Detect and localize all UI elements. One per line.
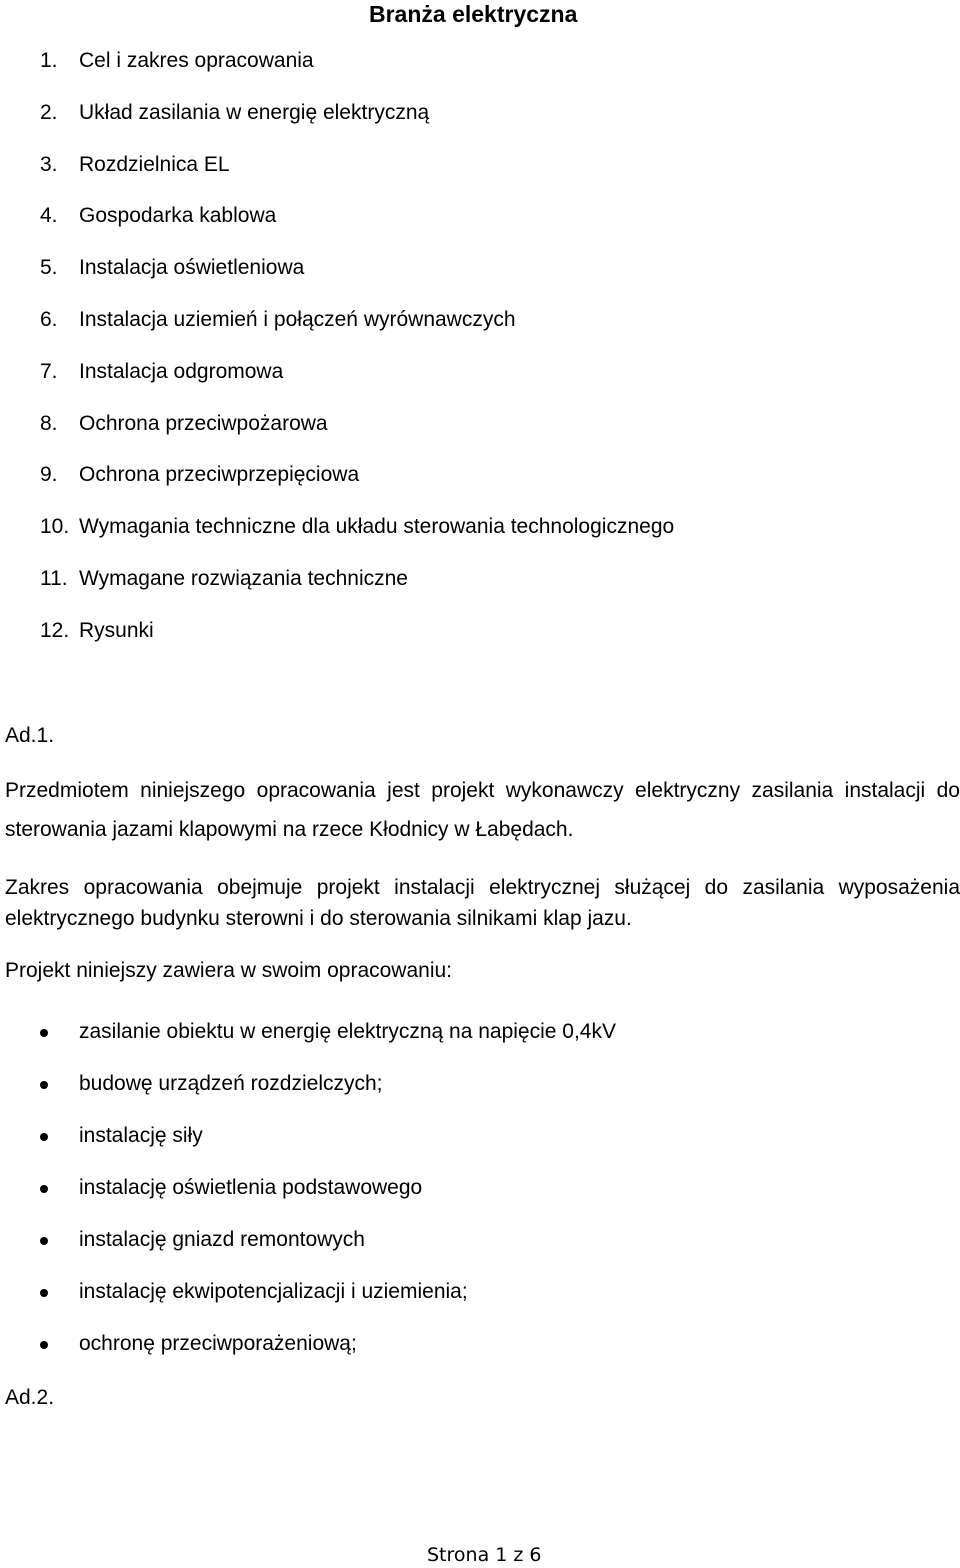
bullet-icon	[40, 1237, 48, 1245]
toc-label: Instalacja uziemień i połączeń wyrównawczych	[79, 307, 516, 331]
list-item-text: zasilanie obiektu w energię elektryczną na napięcie 0,4kV	[79, 1020, 616, 1043]
toc-number: 12.	[40, 618, 70, 642]
document-title: Branża elektryczna	[369, 1, 578, 27]
list-item-text: instalację oświetlenia podstawowego	[79, 1176, 423, 1199]
toc-number: 9.	[40, 463, 58, 487]
toc-label: Gospodarka kablowa	[79, 204, 277, 228]
page-footer: Strona 1 z 6	[427, 1544, 542, 1566]
paragraph-subject: Przedmiotem niniejszego opracowania jest projekt wykonawczy elektryczny zasilania instalacji do sterowania jazami klapowymi na rzece Kłodnicy w Łabędach.	[5, 779, 960, 841]
toc-number: 2.	[40, 100, 58, 124]
toc-number: 10.	[40, 515, 70, 539]
bullet-icon	[40, 1185, 48, 1193]
bullet-icon	[40, 1341, 48, 1349]
toc-number: 3.	[40, 152, 58, 176]
section-heading-ad1: Ad.1.	[5, 724, 55, 747]
toc-number: 11.	[40, 566, 68, 590]
toc-number: 8.	[40, 411, 58, 435]
toc-number: 6.	[40, 307, 58, 331]
list-item-text: instalację ekwipotencjalizacji i uziemienia;	[79, 1280, 468, 1303]
toc-number: 7.	[40, 359, 58, 383]
toc-label: Cel i zakres opracowania	[79, 49, 314, 72]
bullet-icon	[40, 1029, 48, 1037]
toc-label: Wymagane rozwiązania techniczne	[79, 566, 408, 590]
list-item-text: instalację gniazd remontowych	[79, 1228, 365, 1251]
toc-label: Układ zasilania w energię elektryczną	[79, 100, 430, 124]
toc-label: Wymagania techniczne dla układu sterowania technologicznego	[79, 515, 675, 539]
paragraph-scope: Zakres opracowania obejmuje projekt instalacji elektrycznej służącej do zasilania wyposażenia elektrycznego budynku sterowni i do sterowania silnikami klap jazu.	[5, 876, 960, 930]
toc-label: Instalacja odgromowa	[79, 359, 284, 383]
paragraph-contents-intro: Projekt niniejszy zawiera w swoim opracowaniu:	[5, 959, 453, 982]
bullet-icon	[40, 1133, 48, 1141]
toc-label: Ochrona przeciwpożarowa	[79, 411, 328, 435]
bullet-icon	[40, 1289, 48, 1297]
list-item-text: instalację siły	[79, 1124, 203, 1147]
toc-label: Ochrona przeciwprzepięciowa	[79, 463, 360, 487]
section-heading-ad2: Ad.2.	[5, 1386, 55, 1409]
toc-label: Instalacja oświetleniowa	[79, 256, 305, 280]
list-item-text: ochronę przeciwporażeniową;	[79, 1332, 357, 1355]
toc-number: 4.	[40, 204, 58, 228]
toc-label: Rysunki	[79, 618, 154, 642]
toc-number: 5.	[40, 256, 58, 280]
bullet-icon	[40, 1081, 48, 1089]
toc-number: 1.	[40, 49, 58, 72]
list-item-text: budowę urządzeń rozdzielczych;	[79, 1072, 383, 1095]
toc-label: Rozdzielnica EL	[79, 152, 230, 176]
